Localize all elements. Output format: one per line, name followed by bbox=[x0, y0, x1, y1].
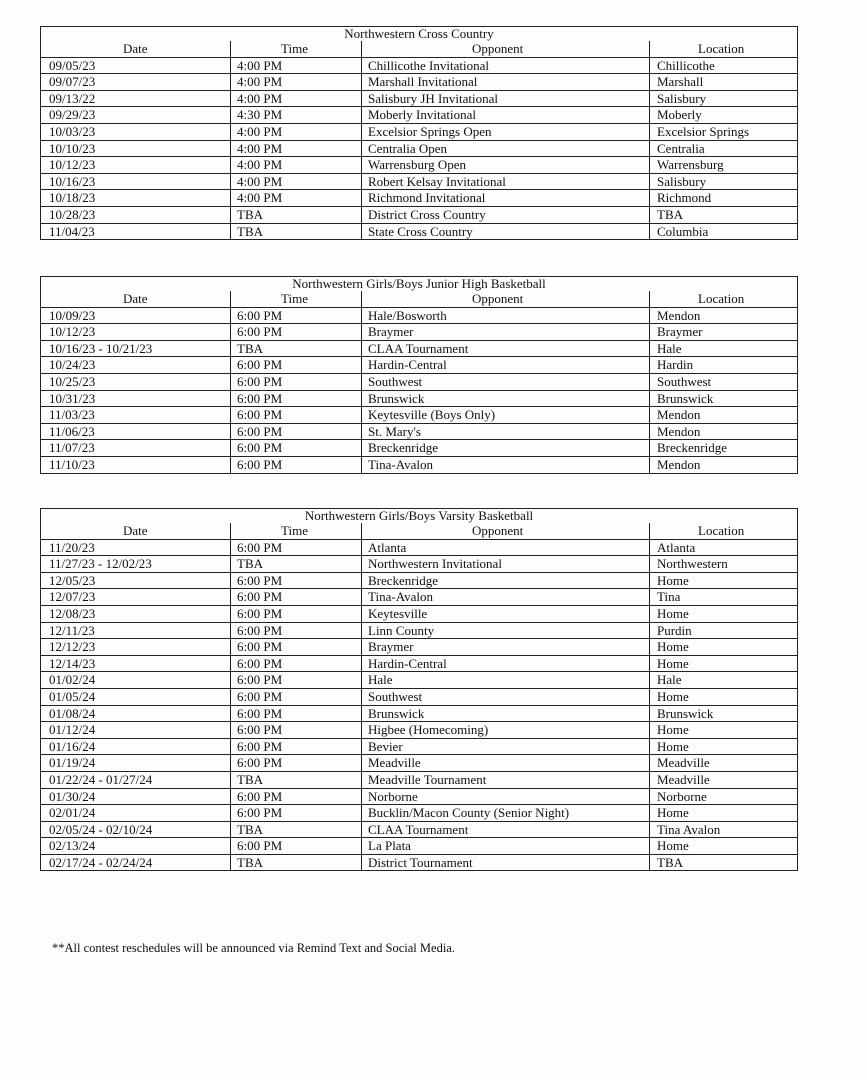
date-cell: 01/22/24 - 01/27/24 bbox=[41, 771, 231, 788]
time-cell: 4:00 PM bbox=[231, 74, 362, 91]
opponent-header: Opponent bbox=[362, 523, 650, 539]
date-cell: 02/05/24 - 02/10/24 bbox=[41, 821, 231, 838]
date-cell: 10/16/23 - 10/21/23 bbox=[41, 340, 231, 357]
table-row bbox=[41, 90, 798, 107]
table-row bbox=[41, 705, 798, 722]
date-cell: 01/05/24 bbox=[41, 688, 231, 705]
table-row bbox=[41, 107, 798, 124]
opponent-cell: Bucklin/Macon County (Senior Night) bbox=[362, 805, 650, 822]
location-cell: Columbia bbox=[650, 223, 798, 240]
date-cell: 12/05/23 bbox=[41, 572, 231, 589]
time-cell: 6:00 PM bbox=[231, 605, 362, 622]
time-cell: 6:00 PM bbox=[231, 390, 362, 407]
location-cell: Mendon bbox=[650, 456, 798, 473]
location-cell: Norborne bbox=[650, 788, 798, 805]
opponent-cell: Southwest bbox=[362, 688, 650, 705]
date-cell: 10/25/23 bbox=[41, 373, 231, 390]
date-cell: 10/09/23 bbox=[41, 307, 231, 324]
location-cell: Home bbox=[650, 805, 798, 822]
time-cell: 6:00 PM bbox=[231, 672, 362, 689]
location-cell: Purdin bbox=[650, 622, 798, 639]
location-cell: Meadville bbox=[650, 771, 798, 788]
table-row bbox=[41, 390, 798, 407]
location-cell: Home bbox=[650, 572, 798, 589]
time-cell: 4:00 PM bbox=[231, 157, 362, 174]
opponent-cell: Keytesville (Boys Only) bbox=[362, 407, 650, 424]
location-cell: TBA bbox=[650, 206, 798, 223]
location-cell: Braymer bbox=[650, 324, 798, 341]
location-cell: Salisbury bbox=[650, 90, 798, 107]
opponent-cell: Warrensburg Open bbox=[362, 157, 650, 174]
table-row bbox=[41, 440, 798, 457]
date-cell: 10/31/23 bbox=[41, 390, 231, 407]
opponent-cell: Brunswick bbox=[362, 705, 650, 722]
table-title: Northwestern Girls/Boys Junior High Basketball bbox=[41, 277, 798, 292]
opponent-cell: Brunswick bbox=[362, 390, 650, 407]
table-row bbox=[41, 307, 798, 324]
location-cell: Warrensburg bbox=[650, 157, 798, 174]
time-cell: 6:00 PM bbox=[231, 805, 362, 822]
location-cell: Hale bbox=[650, 672, 798, 689]
date-cell: 01/02/24 bbox=[41, 672, 231, 689]
table-row bbox=[41, 57, 798, 74]
time-cell: 4:00 PM bbox=[231, 190, 362, 207]
date-cell: 12/07/23 bbox=[41, 589, 231, 606]
opponent-header: Opponent bbox=[362, 291, 650, 307]
time-cell: 6:00 PM bbox=[231, 722, 362, 739]
date-cell: 01/12/24 bbox=[41, 722, 231, 739]
date-cell: 09/29/23 bbox=[41, 107, 231, 124]
location-cell: Home bbox=[650, 722, 798, 739]
table-row bbox=[41, 771, 798, 788]
location-cell: Home bbox=[650, 838, 798, 855]
opponent-cell: Hardin-Central bbox=[362, 655, 650, 672]
date-cell: 02/17/24 - 02/24/24 bbox=[41, 854, 231, 871]
table-row bbox=[41, 854, 798, 871]
opponent-cell: Hale bbox=[362, 672, 650, 689]
table-row bbox=[41, 223, 798, 240]
time-cell: 6:00 PM bbox=[231, 655, 362, 672]
location-cell: Mendon bbox=[650, 307, 798, 324]
time-cell: 6:00 PM bbox=[231, 572, 362, 589]
table-row bbox=[41, 622, 798, 639]
location-cell: Richmond bbox=[650, 190, 798, 207]
date-cell: 11/07/23 bbox=[41, 440, 231, 457]
opponent-cell: Braymer bbox=[362, 639, 650, 656]
table-row bbox=[41, 672, 798, 689]
table-header-row bbox=[41, 41, 798, 57]
opponent-cell: Norborne bbox=[362, 788, 650, 805]
table-row bbox=[41, 738, 798, 755]
time-header: Time bbox=[231, 523, 362, 539]
date-cell: 01/08/24 bbox=[41, 705, 231, 722]
location-cell: Home bbox=[650, 655, 798, 672]
date-cell: 10/24/23 bbox=[41, 357, 231, 374]
opponent-cell: Braymer bbox=[362, 324, 650, 341]
time-cell: TBA bbox=[231, 340, 362, 357]
opponent-cell: Breckenridge bbox=[362, 572, 650, 589]
opponent-cell: State Cross Country bbox=[362, 223, 650, 240]
table-row bbox=[41, 655, 798, 672]
opponent-cell: Meadville bbox=[362, 755, 650, 772]
location-cell: Meadville bbox=[650, 755, 798, 772]
table-row bbox=[41, 556, 798, 573]
date-cell: 12/11/23 bbox=[41, 622, 231, 639]
time-cell: 6:00 PM bbox=[231, 440, 362, 457]
opponent-cell: Meadville Tournament bbox=[362, 771, 650, 788]
opponent-cell: Robert Kelsay Invitational bbox=[362, 173, 650, 190]
table-row bbox=[41, 324, 798, 341]
time-cell: 4:00 PM bbox=[231, 57, 362, 74]
date-cell: 02/13/24 bbox=[41, 838, 231, 855]
opponent-cell: Hale/Bosworth bbox=[362, 307, 650, 324]
table-row bbox=[41, 373, 798, 390]
table-row bbox=[41, 755, 798, 772]
table-row bbox=[41, 423, 798, 440]
opponent-cell: Southwest bbox=[362, 373, 650, 390]
location-header: Location bbox=[650, 291, 798, 307]
time-cell: 6:00 PM bbox=[231, 622, 362, 639]
table-title: Northwestern Cross Country bbox=[41, 27, 798, 42]
time-cell: 6:00 PM bbox=[231, 407, 362, 424]
time-cell: 6:00 PM bbox=[231, 539, 362, 556]
opponent-cell: Moberly Invitational bbox=[362, 107, 650, 124]
opponent-cell: La Plata bbox=[362, 838, 650, 855]
table-title-row bbox=[41, 509, 798, 524]
date-cell: 09/07/23 bbox=[41, 74, 231, 91]
date-cell: 10/10/23 bbox=[41, 140, 231, 157]
table-title: Northwestern Girls/Boys Varsity Basketball bbox=[41, 509, 798, 524]
time-cell: TBA bbox=[231, 223, 362, 240]
time-cell: 6:00 PM bbox=[231, 838, 362, 855]
table-row bbox=[41, 805, 798, 822]
location-cell: Brunswick bbox=[650, 705, 798, 722]
location-cell: Atlanta bbox=[650, 539, 798, 556]
table-title-row bbox=[41, 27, 798, 42]
opponent-cell: Chillicothe Invitational bbox=[362, 57, 650, 74]
location-header: Location bbox=[650, 41, 798, 57]
time-cell: TBA bbox=[231, 771, 362, 788]
opponent-cell: Hardin-Central bbox=[362, 357, 650, 374]
opponent-cell: Atlanta bbox=[362, 539, 650, 556]
date-cell: 11/27/23 - 12/02/23 bbox=[41, 556, 231, 573]
date-cell: 10/12/23 bbox=[41, 324, 231, 341]
time-cell: 4:00 PM bbox=[231, 140, 362, 157]
opponent-cell: District Tournament bbox=[362, 854, 650, 871]
date-cell: 11/06/23 bbox=[41, 423, 231, 440]
opponent-cell: Tina-Avalon bbox=[362, 589, 650, 606]
date-cell: 12/08/23 bbox=[41, 605, 231, 622]
time-cell: 6:00 PM bbox=[231, 456, 362, 473]
date-cell: 01/16/24 bbox=[41, 738, 231, 755]
table-row bbox=[41, 140, 798, 157]
jh-basketball-table bbox=[40, 276, 798, 474]
opponent-cell: Centralia Open bbox=[362, 140, 650, 157]
location-cell: Chillicothe bbox=[650, 57, 798, 74]
opponent-cell: Salisbury JH Invitational bbox=[362, 90, 650, 107]
location-cell: Mendon bbox=[650, 423, 798, 440]
time-cell: 4:00 PM bbox=[231, 123, 362, 140]
table-row bbox=[41, 340, 798, 357]
date-cell: 10/03/23 bbox=[41, 123, 231, 140]
cross-country-table bbox=[40, 26, 798, 240]
location-cell: Excelsior Springs bbox=[650, 123, 798, 140]
time-header: Time bbox=[231, 291, 362, 307]
opponent-cell: St. Mary's bbox=[362, 423, 650, 440]
location-cell: Centralia bbox=[650, 140, 798, 157]
location-cell: Home bbox=[650, 639, 798, 656]
location-cell: Hale bbox=[650, 340, 798, 357]
time-cell: TBA bbox=[231, 821, 362, 838]
table-row bbox=[41, 572, 798, 589]
date-cell: 12/12/23 bbox=[41, 639, 231, 656]
opponent-cell: CLAA Tournament bbox=[362, 340, 650, 357]
location-cell: Home bbox=[650, 738, 798, 755]
table-row bbox=[41, 190, 798, 207]
table-row bbox=[41, 821, 798, 838]
date-cell: 10/12/23 bbox=[41, 157, 231, 174]
table-row bbox=[41, 123, 798, 140]
location-cell: Home bbox=[650, 688, 798, 705]
date-header: Date bbox=[41, 41, 231, 57]
time-cell: 6:00 PM bbox=[231, 357, 362, 374]
time-cell: 6:00 PM bbox=[231, 423, 362, 440]
date-cell: 10/18/23 bbox=[41, 190, 231, 207]
time-cell: 6:00 PM bbox=[231, 755, 362, 772]
location-cell: TBA bbox=[650, 854, 798, 871]
table-header-row bbox=[41, 523, 798, 539]
date-cell: 12/14/23 bbox=[41, 655, 231, 672]
time-cell: 6:00 PM bbox=[231, 589, 362, 606]
opponent-cell: District Cross Country bbox=[362, 206, 650, 223]
time-cell: 6:00 PM bbox=[231, 688, 362, 705]
opponent-cell: Northwestern Invitational bbox=[362, 556, 650, 573]
table-row bbox=[41, 639, 798, 656]
opponent-cell: Marshall Invitational bbox=[362, 74, 650, 91]
date-cell: 09/13/22 bbox=[41, 90, 231, 107]
footer-note: **All contest reschedules will be announced via Remind Text and Social Media. bbox=[52, 941, 455, 955]
opponent-cell: Tina-Avalon bbox=[362, 456, 650, 473]
table-row bbox=[41, 157, 798, 174]
date-cell: 11/20/23 bbox=[41, 539, 231, 556]
time-cell: TBA bbox=[231, 206, 362, 223]
location-cell: Tina Avalon bbox=[650, 821, 798, 838]
opponent-cell: Higbee (Homecoming) bbox=[362, 722, 650, 739]
time-cell: 4:30 PM bbox=[231, 107, 362, 124]
varsity-basketball-table bbox=[40, 508, 798, 871]
location-cell: Northwestern bbox=[650, 556, 798, 573]
table-row bbox=[41, 206, 798, 223]
table-row bbox=[41, 539, 798, 556]
table-row bbox=[41, 456, 798, 473]
table-title-row bbox=[41, 277, 798, 292]
date-cell: 01/19/24 bbox=[41, 755, 231, 772]
time-cell: 6:00 PM bbox=[231, 788, 362, 805]
date-cell: 10/16/23 bbox=[41, 173, 231, 190]
date-header: Date bbox=[41, 291, 231, 307]
time-cell: 6:00 PM bbox=[231, 639, 362, 656]
opponent-cell: Bevier bbox=[362, 738, 650, 755]
opponent-header: Opponent bbox=[362, 41, 650, 57]
location-cell: Home bbox=[650, 605, 798, 622]
time-header: Time bbox=[231, 41, 362, 57]
time-cell: 6:00 PM bbox=[231, 324, 362, 341]
time-cell: 6:00 PM bbox=[231, 307, 362, 324]
location-cell: Moberly bbox=[650, 107, 798, 124]
table-row bbox=[41, 74, 798, 91]
opponent-cell: Breckenridge bbox=[362, 440, 650, 457]
table-row bbox=[41, 788, 798, 805]
table-header-row bbox=[41, 291, 798, 307]
location-cell: Breckenridge bbox=[650, 440, 798, 457]
time-cell: TBA bbox=[231, 556, 362, 573]
date-cell: 11/10/23 bbox=[41, 456, 231, 473]
location-cell: Southwest bbox=[650, 373, 798, 390]
date-header: Date bbox=[41, 523, 231, 539]
table-row bbox=[41, 589, 798, 606]
location-cell: Mendon bbox=[650, 407, 798, 424]
location-cell: Hardin bbox=[650, 357, 798, 374]
date-cell: 11/03/23 bbox=[41, 407, 231, 424]
table-row bbox=[41, 407, 798, 424]
date-cell: 09/05/23 bbox=[41, 57, 231, 74]
time-cell: 4:00 PM bbox=[231, 90, 362, 107]
time-cell: 6:00 PM bbox=[231, 738, 362, 755]
location-cell: Salisbury bbox=[650, 173, 798, 190]
opponent-cell: Richmond Invitational bbox=[362, 190, 650, 207]
date-cell: 02/01/24 bbox=[41, 805, 231, 822]
time-cell: TBA bbox=[231, 854, 362, 871]
time-cell: 6:00 PM bbox=[231, 705, 362, 722]
table-row bbox=[41, 173, 798, 190]
location-cell: Brunswick bbox=[650, 390, 798, 407]
table-row bbox=[41, 605, 798, 622]
opponent-cell: Linn County bbox=[362, 622, 650, 639]
location-cell: Tina bbox=[650, 589, 798, 606]
table-row bbox=[41, 357, 798, 374]
time-cell: 4:00 PM bbox=[231, 173, 362, 190]
time-cell: 6:00 PM bbox=[231, 373, 362, 390]
date-cell: 11/04/23 bbox=[41, 223, 231, 240]
location-header: Location bbox=[650, 523, 798, 539]
opponent-cell: Excelsior Springs Open bbox=[362, 123, 650, 140]
opponent-cell: Keytesville bbox=[362, 605, 650, 622]
date-cell: 01/30/24 bbox=[41, 788, 231, 805]
opponent-cell: CLAA Tournament bbox=[362, 821, 650, 838]
table-row bbox=[41, 722, 798, 739]
table-row bbox=[41, 838, 798, 855]
date-cell: 10/28/23 bbox=[41, 206, 231, 223]
table-row bbox=[41, 688, 798, 705]
location-cell: Marshall bbox=[650, 74, 798, 91]
